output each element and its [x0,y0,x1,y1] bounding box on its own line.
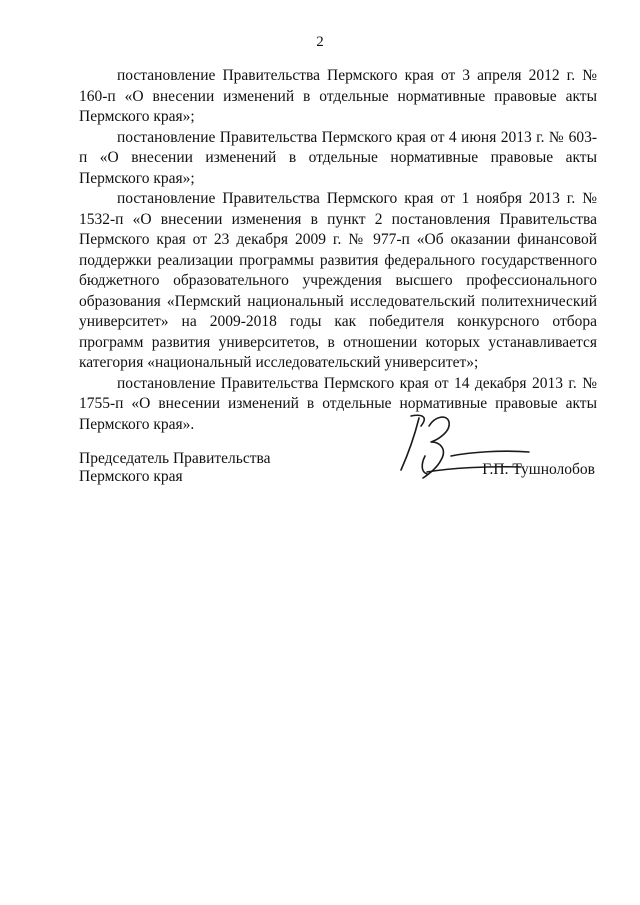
page-number: 2 [316,34,324,50]
handwritten-signature [391,412,541,492]
signer-position-line-2: Пермского края [79,468,183,485]
signer-name: Г.П. Тушнолобов [482,461,595,478]
signer-position-line-1: Председатель Правительства [79,450,271,467]
signer-position [79,450,271,486]
paragraph-resolution-1755: постановление Правительства Пермского края от 14 декабря 2013 г. № 1755-п «О внесении изменений в отдельные нормативные правовые акты Пермского края». [79,374,597,433]
paragraph-resolution-603: постановление Правительства Пермского края от 4 июня 2013 г. № 603-п «О внесении изменений в отдельные нормативные правовые акты Пермского края»; [79,128,597,187]
paragraph-resolution-1532: постановление Правительства Пермского края от 1 ноября 2013 г. № 1532-п «О внесении изменения в пункт 2 постановления Правительства Пермского края от 23 декабря 2009 г. № 977-п «Об оказании финансовой поддержки реализации программы развития федерального государственного бюджетного образовательного учреждения высшего профессионального образования «Пермский национальный исследовательский политехнический университет» на 2009-2018 годы как победителя конкурсного отбора программ развития университетов, в отношении которых устанавливается категория «национальный исследовательский университет»; [79,190,597,371]
document-body [79,66,597,435]
signature-block [79,450,597,510]
paragraph-resolution-160: постановление Правительства Пермского края от 3 апреля 2012 г. № 160-п «О внесении изменений в отдельные нормативные правовые акты Пермского края»; [79,67,597,125]
